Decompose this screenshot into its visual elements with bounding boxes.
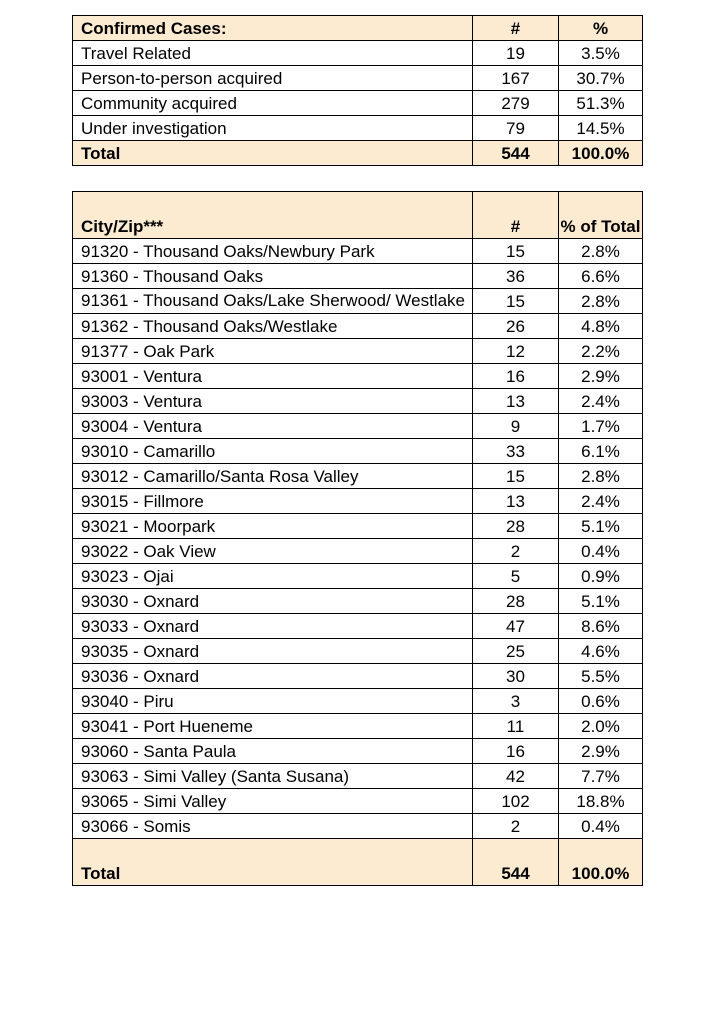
cell-count: 544 — [473, 141, 559, 166]
cell-percent: 0.6% — [559, 689, 643, 714]
cell-percent: 2.4% — [559, 389, 643, 414]
cell-label: 93023 - Ojai — [73, 564, 473, 589]
cell-count: 26 — [473, 314, 559, 339]
table-row — [73, 564, 643, 589]
cell-label: 93022 - Oak View — [73, 539, 473, 564]
cell-label: Person-to-person acquired — [73, 66, 473, 91]
table-row — [73, 364, 643, 389]
cell-count: 13 — [473, 389, 559, 414]
table-row — [73, 814, 643, 839]
cell-label: 91377 - Oak Park — [73, 339, 473, 364]
table-row — [73, 414, 643, 439]
cell-percent: 0.4% — [559, 814, 643, 839]
table-row — [73, 116, 643, 141]
confirmed-cases-header-row — [73, 16, 643, 41]
table-row — [73, 91, 643, 116]
cell-label: 91361 - Thousand Oaks/Lake Sherwood/ Westlake — [73, 289, 473, 314]
cell-count: 13 — [473, 489, 559, 514]
confirmed-cases-table — [72, 15, 643, 166]
cell-percent: 5.5% — [559, 664, 643, 689]
cell-count: 33 — [473, 439, 559, 464]
cell-count: 16 — [473, 364, 559, 389]
cell-count: 19 — [473, 41, 559, 66]
cell-percent: 2.9% — [559, 364, 643, 389]
cell-count: 9 — [473, 414, 559, 439]
cell-label: 93004 - Ventura — [73, 414, 473, 439]
cell-label: 91362 - Thousand Oaks/Westlake — [73, 314, 473, 339]
table-row — [73, 264, 643, 289]
cell-label: Total — [73, 141, 473, 166]
cell-percent: 2.2% — [559, 339, 643, 364]
table-row — [73, 389, 643, 414]
table-row — [73, 339, 643, 364]
cell-label: 93021 - Moorpark — [73, 514, 473, 539]
cell-label: Travel Related — [73, 41, 473, 66]
cell-count: 42 — [473, 764, 559, 789]
table-row — [73, 664, 643, 689]
total-row — [73, 141, 643, 166]
table-row — [73, 539, 643, 564]
cell-percent: 0.4% — [559, 539, 643, 564]
cell-count: 167 — [473, 66, 559, 91]
cell-percent: 5.1% — [559, 514, 643, 539]
cell-count: 544 — [473, 839, 559, 886]
cell-count: 2 — [473, 814, 559, 839]
cell-count: 5 — [473, 564, 559, 589]
cell-percent: 2.8% — [559, 289, 643, 314]
cell-percent: 7.7% — [559, 764, 643, 789]
cell-count: 2 — [473, 539, 559, 564]
cell-count: 36 — [473, 264, 559, 289]
cell-percent: 8.6% — [559, 614, 643, 639]
cell-label: 93065 - Simi Valley — [73, 789, 473, 814]
cell-count: 102 — [473, 789, 559, 814]
confirmed-cases-body — [73, 16, 643, 166]
table-row — [73, 739, 643, 764]
cell-label: 93036 - Oxnard — [73, 664, 473, 689]
table-row — [73, 614, 643, 639]
cell-count: 28 — [473, 589, 559, 614]
cell-count: 279 — [473, 91, 559, 116]
cell-percent: 0.9% — [559, 564, 643, 589]
table-row — [73, 464, 643, 489]
cell-percent: 2.8% — [559, 464, 643, 489]
cell-percent: 2.9% — [559, 739, 643, 764]
cell-label: Total — [73, 839, 473, 886]
table-row — [73, 439, 643, 464]
cell-percent: 4.8% — [559, 314, 643, 339]
cell-label: Under investigation — [73, 116, 473, 141]
city-zip-table — [72, 191, 643, 886]
table-row — [73, 314, 643, 339]
header-city-zip: City/Zip*** — [73, 192, 473, 239]
table-row — [73, 66, 643, 91]
cell-percent: 1.7% — [559, 414, 643, 439]
cell-percent: 30.7% — [559, 66, 643, 91]
city-zip-body — [73, 192, 643, 886]
cell-label: Community acquired — [73, 91, 473, 116]
table-row — [73, 789, 643, 814]
table-row — [73, 639, 643, 664]
cell-label: 93012 - Camarillo/Santa Rosa Valley — [73, 464, 473, 489]
cell-count: 12 — [473, 339, 559, 364]
cell-label: 93041 - Port Hueneme — [73, 714, 473, 739]
cell-count: 25 — [473, 639, 559, 664]
cell-label: 93066 - Somis — [73, 814, 473, 839]
table-row — [73, 289, 643, 314]
table-row — [73, 41, 643, 66]
cell-percent: 51.3% — [559, 91, 643, 116]
cell-label: 93001 - Ventura — [73, 364, 473, 389]
cell-count: 16 — [473, 739, 559, 764]
city-zip-header-row — [73, 192, 643, 239]
total-row — [73, 839, 643, 886]
cell-count: 30 — [473, 664, 559, 689]
cell-label: 93040 - Piru — [73, 689, 473, 714]
cell-label: 93030 - Oxnard — [73, 589, 473, 614]
header-percent: % — [559, 16, 643, 41]
cell-count: 11 — [473, 714, 559, 739]
cell-count: 47 — [473, 614, 559, 639]
cell-label: 93003 - Ventura — [73, 389, 473, 414]
cell-label: 93015 - Fillmore — [73, 489, 473, 514]
cell-percent: 2.0% — [559, 714, 643, 739]
table-row — [73, 514, 643, 539]
cell-label: 93063 - Simi Valley (Santa Susana) — [73, 764, 473, 789]
cell-percent: 6.6% — [559, 264, 643, 289]
cell-label: 93010 - Camarillo — [73, 439, 473, 464]
cell-percent: 3.5% — [559, 41, 643, 66]
cell-count: 79 — [473, 116, 559, 141]
cell-percent: 5.1% — [559, 589, 643, 614]
cell-percent: 14.5% — [559, 116, 643, 141]
cell-percent: 2.4% — [559, 489, 643, 514]
cell-percent: 2.8% — [559, 239, 643, 264]
cell-label: 93035 - Oxnard — [73, 639, 473, 664]
table-row — [73, 689, 643, 714]
cell-percent: 100.0% — [559, 839, 643, 886]
header-count: # — [473, 192, 559, 239]
cell-label: 93060 - Santa Paula — [73, 739, 473, 764]
cell-percent: 4.6% — [559, 639, 643, 664]
header-percent-of-total: % of Total — [559, 192, 643, 239]
header-category: Confirmed Cases: — [73, 16, 473, 41]
table-row — [73, 764, 643, 789]
cell-percent: 6.1% — [559, 439, 643, 464]
table-row — [73, 239, 643, 264]
cell-label: 91320 - Thousand Oaks/Newbury Park — [73, 239, 473, 264]
cell-label: 91360 - Thousand Oaks — [73, 264, 473, 289]
cell-count: 28 — [473, 514, 559, 539]
cell-percent: 18.8% — [559, 789, 643, 814]
table-row — [73, 714, 643, 739]
cell-count: 3 — [473, 689, 559, 714]
cell-count: 15 — [473, 289, 559, 314]
table-row — [73, 589, 643, 614]
header-count: # — [473, 16, 559, 41]
table-row — [73, 489, 643, 514]
cell-count: 15 — [473, 239, 559, 264]
cell-count: 15 — [473, 464, 559, 489]
cell-label: 93033 - Oxnard — [73, 614, 473, 639]
cell-percent: 100.0% — [559, 141, 643, 166]
